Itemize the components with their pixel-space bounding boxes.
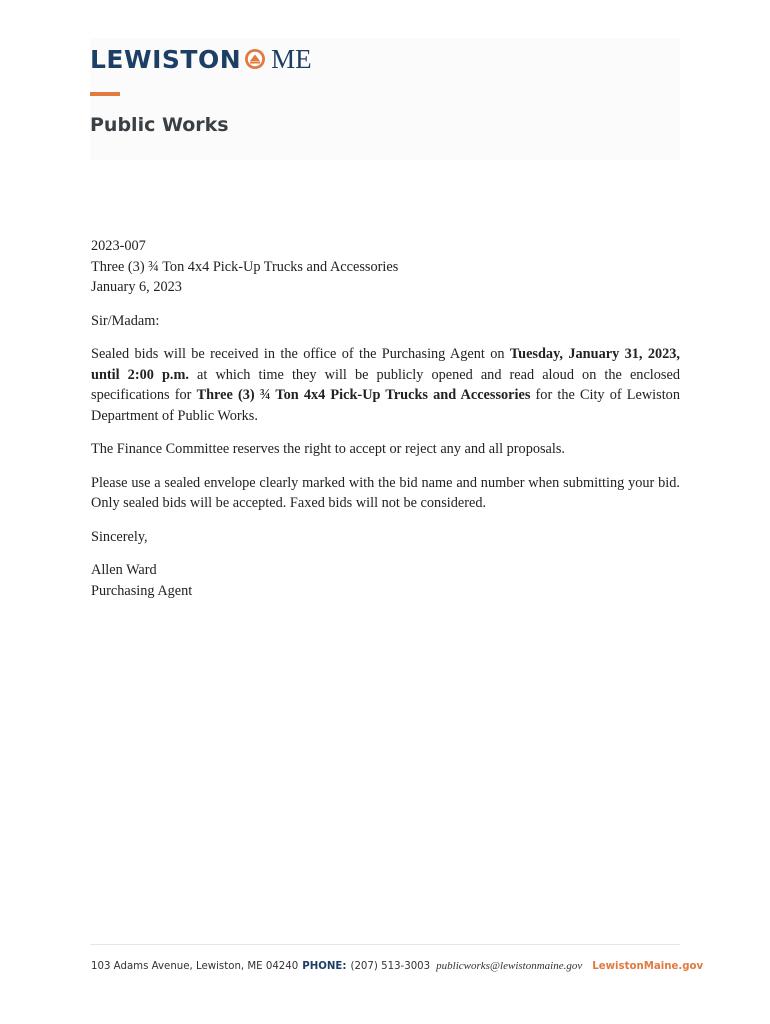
bid-text-3: for the City of Lewiston Department of Public Works. bbox=[91, 387, 680, 424]
footer-email[interactable]: publicworks@lewistonmaine.gov bbox=[436, 960, 583, 972]
letter-date: January 6, 2023 bbox=[91, 279, 182, 295]
bid-text-1: Sealed bids will be received in the office of the Purchasing Agent on bbox=[91, 346, 510, 362]
footer-address: 103 Adams Avenue, Lewiston, ME 04240 bbox=[91, 960, 299, 972]
signature-block bbox=[91, 560, 680, 601]
department-title: Public Works bbox=[90, 114, 229, 136]
bid-title: Three (3) ¾ Ton 4x4 Pick-Up Trucks and Accessories bbox=[91, 258, 399, 275]
bid-reference bbox=[91, 236, 680, 298]
city-seal-icon bbox=[244, 48, 266, 70]
salutation: Sir/Madam: bbox=[91, 312, 160, 329]
brand-suffix: ME bbox=[271, 43, 312, 74]
bid-number: 2023-007 bbox=[91, 238, 146, 254]
footer-divider bbox=[90, 944, 680, 945]
bid-text-2: at which time they will be publicly opened and read aloud on the enclosed specifications for bbox=[91, 366, 680, 403]
footer-phone: (207) 513-3003 bbox=[350, 960, 431, 972]
city-logo bbox=[90, 44, 312, 74]
letterhead bbox=[90, 38, 680, 160]
footer-website[interactable]: LewistonMaine.gov bbox=[592, 960, 704, 972]
footer bbox=[91, 960, 704, 972]
signer-title: Purchasing Agent bbox=[91, 582, 193, 599]
bid-paragraph bbox=[91, 344, 680, 426]
bid-item: Three (3) ¾ Ton 4x4 Pick-Up Trucks and Accessories bbox=[196, 387, 531, 403]
bid-deadline: Tuesday, January 31, 2023, until 2:00 p.m. bbox=[91, 346, 680, 383]
brand-name: LEWISTON bbox=[90, 44, 242, 74]
letter-body bbox=[91, 236, 680, 601]
footer-phone-label: PHONE: bbox=[302, 960, 347, 972]
envelope-paragraph: Please use a sealed envelope clearly marked with the bid name and number when submitting your bid. Only sealed bids will be accepted. Faxed bids will not be considered. bbox=[91, 474, 680, 511]
accent-divider bbox=[90, 92, 120, 96]
signer-name: Allen Ward bbox=[91, 562, 157, 578]
closing: Sincerely, bbox=[91, 528, 148, 545]
finance-paragraph: The Finance Committee reserves the right to accept or reject any and all proposals. bbox=[91, 441, 566, 457]
